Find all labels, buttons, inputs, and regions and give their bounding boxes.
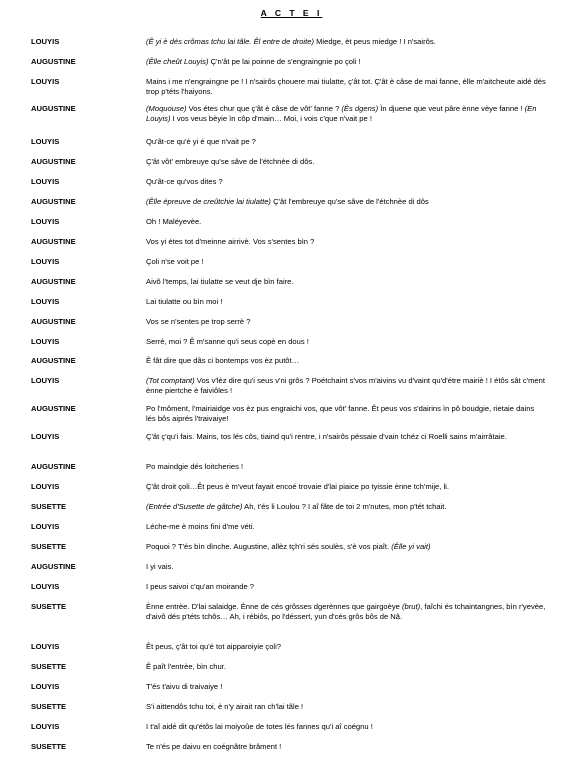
speaker-name: LOUYIS [31, 137, 60, 146]
dialogue-text [146, 582, 546, 592]
dialogue-text [146, 237, 546, 247]
speaker-name: LOUYIS [31, 77, 60, 86]
speech-text: I t'aî aidé dit qu'étôs lai moiyoûe de totes lés fannes qu'i aî coégnu ! [146, 722, 373, 731]
dialogue-text [146, 177, 546, 187]
stage-direction: (Êlle yi vait) [391, 542, 431, 551]
speech-text: Ê fât dire que dâs ci bontemps vos èz putôt… [146, 356, 300, 365]
speech-text: T'és t'aivu di traivaiye ! [146, 682, 223, 691]
speaker-name: AUGUSTINE [31, 237, 76, 246]
stage-direction: (Ê yi è dés crômas tchu lai tâle. Êl entre de droite) [146, 37, 314, 46]
speaker-name: LOUYIS [31, 177, 60, 186]
dialogue-text [146, 356, 546, 366]
speaker-name: SUSETTE [31, 602, 67, 611]
speech-text: Miedge, èt peus miedge ! I n'sairôs. [313, 37, 436, 46]
speech-text: Ç'ât l'embreuye qu'se sâve de l'étchnèe di dôs [270, 197, 429, 206]
stage-direction: (Moquouse) [146, 104, 187, 113]
speech-text: Lai tiulatte ou bìn moi ! [146, 297, 223, 306]
speaker-name: AUGUSTINE [31, 562, 76, 571]
speaker-name: LOUYIS [31, 376, 60, 385]
dialogue-text [146, 157, 546, 167]
speaker-name: LOUYIS [31, 682, 60, 691]
speech-text: Aivô l'temps, lai tiulatte se veut dje bìn faire. [146, 277, 294, 286]
speaker-name: LOUYIS [31, 217, 60, 226]
speaker-name: LOUYIS [31, 37, 60, 46]
dialogue-text [146, 702, 546, 712]
dialogue-text [146, 37, 546, 47]
dialogue-text [146, 317, 546, 327]
speech-text: I vos veus bèyie ìn côp d'main… Moi, i vois c'que n'vait pe ! [170, 114, 372, 123]
dialogue-text [146, 432, 546, 442]
speaker-name: AUGUSTINE [31, 317, 76, 326]
speech-text: Ah, t'és li Loulou ? I aî fâte de toi 2 m'nutes, mon p'tét tchait. [242, 502, 447, 511]
dialogue-text [146, 462, 546, 472]
speech-text: Êt peus, ç'ât toi qu'é tot aipparoiyie çoli? [146, 642, 282, 651]
speaker-name: AUGUSTINE [31, 197, 76, 206]
dialogue-text [146, 197, 546, 207]
speech-text: Po maindgie dés loitcheries ! [146, 462, 244, 471]
dialogue-text [146, 542, 546, 552]
speech-text: Çoli n'se voit pe ! [146, 257, 204, 266]
dialogue-text [146, 376, 546, 396]
dialogue-text [146, 137, 546, 147]
speaker-name: AUGUSTINE [31, 462, 76, 471]
speaker-name: SUSETTE [31, 542, 67, 551]
speech-text: Vos v'lèz dire qu'i seus v'ni grôs ? Poétchaint s'vos m'aivins vu d'vaint qu'd'étre mairiè ! I étôs sât c'ment ènne piertche è faiviôles ! [146, 376, 545, 395]
speaker-name: LOUYIS [31, 522, 60, 531]
dialogue-text [146, 277, 546, 287]
dialogue-text [146, 337, 546, 347]
dialogue-text [146, 602, 546, 622]
speech-text: S'i aittendôs tchu toi, è n'y airait ran ch'lai tâle ! [146, 702, 304, 711]
speaker-name: LOUYIS [31, 257, 60, 266]
stage-direction: (Êlle épreuve de creûtchie lai tiulatte) [146, 197, 271, 206]
stage-direction: (Tot comptant) [146, 376, 195, 385]
stage-direction: (Ès dgens) [341, 104, 379, 113]
stage-direction: (Êlle cheût Louyis) [146, 57, 209, 66]
dialogue-text [146, 642, 546, 652]
dialogue-text [146, 742, 546, 752]
speaker-name: SUSETTE [31, 702, 67, 711]
speech-text: I yi vais. [146, 562, 174, 571]
speech-text: Serrè, moi ? Ê m'sanne qu'i seus copè en dous ! [146, 337, 309, 346]
speaker-name: LOUYIS [31, 482, 60, 491]
speech-text: Ç'n'ât pe lai poinne de s'engraingnie po çoli ! [208, 57, 361, 66]
page-title: A C T E I [260, 8, 323, 18]
dialogue-text [146, 662, 546, 672]
dialogue-text [146, 217, 546, 227]
speech-text: Vos yi étes tot d'meinne airrivè. Vos s'sentes bìn ? [146, 237, 315, 246]
speaker-name: AUGUSTINE [31, 277, 76, 286]
speaker-name: LOUYIS [31, 642, 60, 651]
speech-text: Ê paît l'entrèe, bìn chur. [146, 662, 226, 671]
stage-direction: (En Louyis) [146, 104, 537, 123]
speech-text: Léche-me è moins fini d'me véti. [146, 522, 255, 531]
dialogue-text [146, 57, 546, 67]
speech-text: Po l'môment, l'mairiaidge vos èz pus engraichi vos, que vôt' fanne. Êt peus vos s'dairins ìn pô boudgie, rietaie dains lés bôs aiprés l'traivaiye! [146, 404, 535, 423]
speech-text: Ç'ât ç'qu'i fais. Mains, tos lés côs, tiaind qu'i rentre, i n'sairôs péssaie d'vain tchéz ci Roelli sains m'airrâtaie. [146, 432, 507, 441]
dialogue-text [146, 522, 546, 532]
speaker-name: AUGUSTINE [31, 57, 76, 66]
speaker-name: LOUYIS [31, 722, 60, 731]
speech-text: Qu'ât-ce qu'vos dites ? [146, 177, 223, 186]
dialogue-text [146, 297, 546, 307]
speaker-name: AUGUSTINE [31, 157, 76, 166]
speech-text: Oh ! Maléyevèe. [146, 217, 202, 226]
dialogue-text [146, 722, 546, 732]
speech-text: , faîchi és tchaintangnes, bìn r'yevèe, d'aivô dés p'téts tchôs… Ah, i rébiôs, po l'déssert, yun d'cés grôs bôs de Nâ. [146, 602, 546, 621]
speech-text: Ç'ât vôt' embreuye qu'se sâve de l'étchnèe di dôs. [146, 157, 315, 166]
dialogue-text [146, 502, 546, 512]
speaker-name: AUGUSTINE [31, 104, 76, 113]
speaker-name: LOUYIS [31, 337, 60, 346]
speaker-name: LOUYIS [31, 297, 60, 306]
dialogue-text [146, 104, 546, 124]
speaker-name: AUGUSTINE [31, 356, 76, 365]
speaker-name: SUSETTE [31, 502, 67, 511]
speech-text: I peus saivoi c'qu'an moirande ? [146, 582, 255, 591]
speaker-name: LOUYIS [31, 582, 60, 591]
stage-direction: (brut) [402, 602, 421, 611]
speech-text: Ènne entrèe. D'lai salaidge. Ènne de cés grôsses dgerènnes que gairgoèye [146, 602, 403, 611]
dialogue-text [146, 257, 546, 267]
dialogue-text [146, 682, 546, 692]
speaker-name: LOUYIS [31, 432, 60, 441]
speech-text: Poquoi ? T'és bìn dìnche. Augustine, allèz tçh'ri sés soulès, s'è vos piaît. [146, 542, 392, 551]
speech-text: Te n'és pe daivu en coégnâtre brâment ! [146, 742, 282, 751]
dialogue-text [146, 562, 546, 572]
speaker-name: AUGUSTINE [31, 404, 76, 413]
speech-text: Qu'ât-ce qu'è yi é que n'vait pe ? [146, 137, 256, 146]
speech-text: Ìn djuene que veut pâre ènne vèye fanne ! [378, 104, 525, 113]
speech-text: Vos étes chur que ç'ât è câse de vôt' fanne ? [186, 104, 342, 113]
dialogue-text [146, 404, 546, 424]
dialogue-text [146, 482, 546, 492]
speaker-name: SUSETTE [31, 742, 67, 751]
speech-text: Vos se n'sentes pe trop serrè ? [146, 317, 251, 326]
speech-text: Mains i me n'engraingne pe ! I n'sairôs çhouere mai tiulatte, ç'ât tot. Ç'ât è câse de mai fanne, élle m'aitcheute aidé dés trop p'téts l'haiyons. [146, 77, 546, 96]
dialogue-text [146, 77, 546, 97]
speaker-name: SUSETTE [31, 662, 67, 671]
stage-direction: (Entrée d'Susette de gâtche) [146, 502, 243, 511]
speech-text: Ç'ât droit çoli…Êt peus è m'veut fayait encoé trovaie d'lai piaice po tyissie ènne tch'mije, li. [146, 482, 449, 491]
